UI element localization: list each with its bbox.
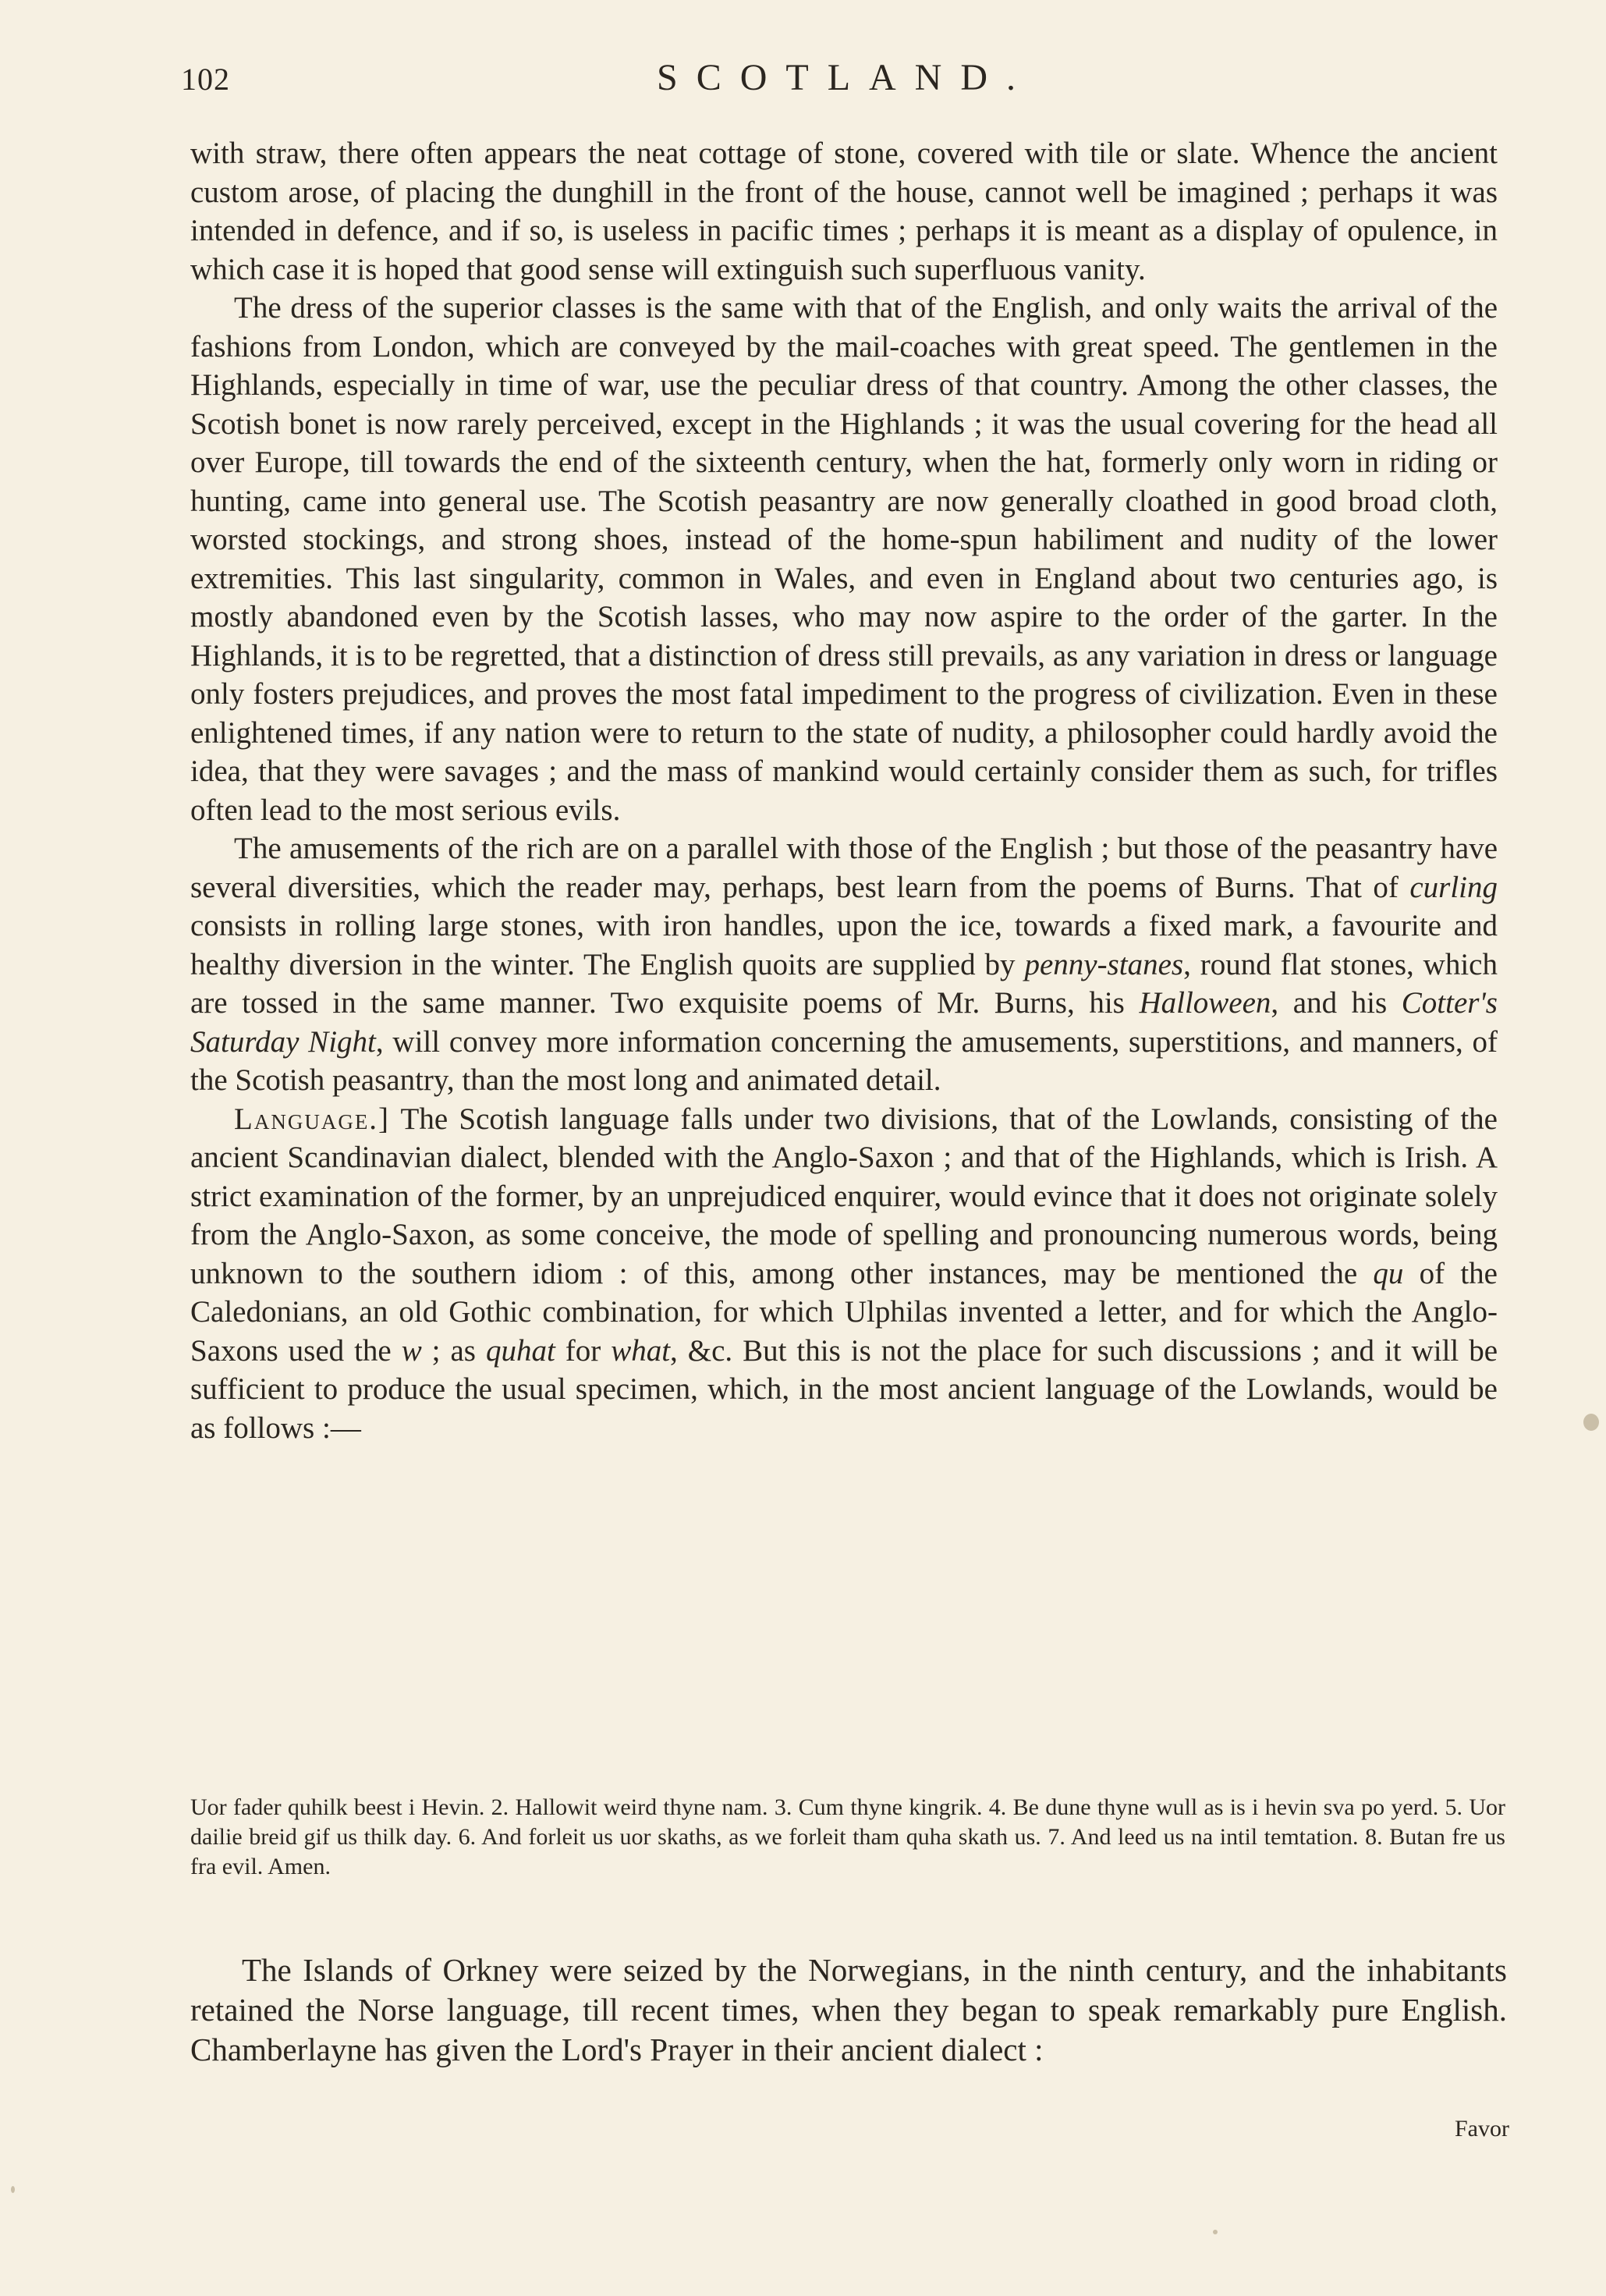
text-run: of the Caledonians, an old Gothic combination, for which Ulphilas invented a letter, and for which the Anglo-Saxons used the (190, 1256, 1498, 1368)
italic-title: Halloween (1139, 986, 1271, 1020)
paragraph-orkney: The Islands of Orkney were seized by the Norwegians, in the ninth century, and the inhabitants retained the Norse language, till recent times, when they began to speak remarkably pure English. Chamberlayne has given the Lord's Prayer in their ancient dialect : (190, 1952, 1507, 2067)
italic-term: w (401, 1333, 422, 1368)
lords-prayer-specimen: Uor fader quhilk beest i Hevin. 2. Hallowit weird thyne nam. 3. Cum thyne kingrik. 4. Be dune thyne wull as is i hevin sva po yerd. 5. Uor dailie breid gif us thilk day. 6. And forleit us uor skaths, as we forleit tham quha skath us. 7. And leed us na intil temtation. 8. Butan fre us fra evil. Amen. (190, 1794, 1505, 1879)
text-run: consists in rolling large stones, with iron handles, upon the ice, towards a fixed mark, a favourite and healthy diversion in the winter. The English quoits are supplied by (190, 909, 1498, 981)
italic-title: Cotter's Saturday Night (190, 986, 1498, 1059)
paragraph-amusements (190, 829, 1498, 1100)
paragraph-dress: The dress of the superior classes is the same with that of the English, and only waits the arrival of the fashions from London, which are conveyed by the mail-coaches with great speed. The gentlemen in the Highlands, especially in time of war, use the peculiar dress of that country. Among the other classes, the Scotish bonet is now rarely perceived, except in the Highlands ; it was the usual covering for the head all over Europe, till towards the end of the sixteenth century, when the hat, formerly only worn in riding or hunting, came into general use. The Scotish peasantry are now generally cloathed in good broad cloth, worsted stockings, and strong shoes, instead of the home-spun habiliment and nudity of the lower extremities. This last singularity, common in Wales, and even in England about two centuries ago, is mostly abandoned even by the Scotish lasses, who may now aspire to the order of the garter. In the Highlands, it is to be regretted, that a distinction of dress still prevails, as any variation in dress or language only fosters prejudices, and proves the most fatal impediment to the progress of civilization. Even in these enlightened times, if any nation were to return to the state of nudity, a philosopher could hardly avoid the idea, that they were savages ; and the mass of mankind would certainly consider them as such, for trifles often lead to the most serious evils. (190, 291, 1498, 827)
text-run: , round flat stones, which are tossed in the same manner. Two exquisite poems of Mr. Burns, his (190, 947, 1498, 1020)
main-text (190, 134, 1498, 1447)
paragraph-cottages: with straw, there often appears the neat cottage of stone, covered with tile or slate. Whence the ancient custom arose, of placing the dunghill in the front of the house, cannot well be imagined ; perhaps it was intended in defence, and if so, is useless in pacific times ; perhaps it is meant as a display of opulence, in which case it is hoped that good sense will extinguish such superfluous vanity. (190, 137, 1498, 286)
text-run: , will convey more information concerning the amusements, superstitions, and manners, of the Scotish peasantry, than the most long and animated detail. (190, 1024, 1498, 1097)
text-run: The Scotish language falls under two divisions, that of the Lowlands, consisting of the ancient Scandinavian dialect, blended with the Anglo-Saxon ; and that of the Highlands, which is Irish. A strict examination of the former, by an unprejudiced enquirer, would evince that it does not originate solely from the Anglo-Saxon, as some conceive, the mode of spelling and pronouncing numerous words, being unknown to the southern idiom : of this, among other instances, may be mentioned the (190, 1102, 1498, 1290)
foxing-spot (11, 2186, 15, 2193)
text-run: , &c. But this is not the place for such discussions ; and it will be sufficient to produce the usual specimen, which, in the most ancient language of the Lowlands, would be as follows :— (190, 1333, 1498, 1445)
text-run: for (555, 1333, 612, 1368)
italic-term: what (611, 1333, 671, 1368)
foxing-spot (1213, 2230, 1218, 2234)
foxing-spot (1583, 1414, 1599, 1431)
catchword: Favor (1455, 2116, 1509, 2142)
italic-term: qu (1373, 1256, 1404, 1290)
italic-term: quhat (485, 1333, 555, 1368)
running-title: SCOTLAND. (657, 57, 1035, 98)
page-number: 102 (181, 62, 230, 97)
italic-term: penny-stanes (1024, 947, 1184, 981)
section-heading: Language.] (234, 1102, 391, 1136)
text-run: The amusements of the rich are on a parallel with those of the English ; but those of the peasantry have several diversities, which the reader may, perhaps, best learn from the poems of Burns. That of (190, 832, 1498, 904)
italic-term: curling (1409, 870, 1498, 904)
running-head (181, 57, 1039, 115)
text-run: ; as (421, 1333, 486, 1368)
text-run: , and his (1271, 986, 1402, 1020)
paragraph-language (190, 1100, 1498, 1448)
